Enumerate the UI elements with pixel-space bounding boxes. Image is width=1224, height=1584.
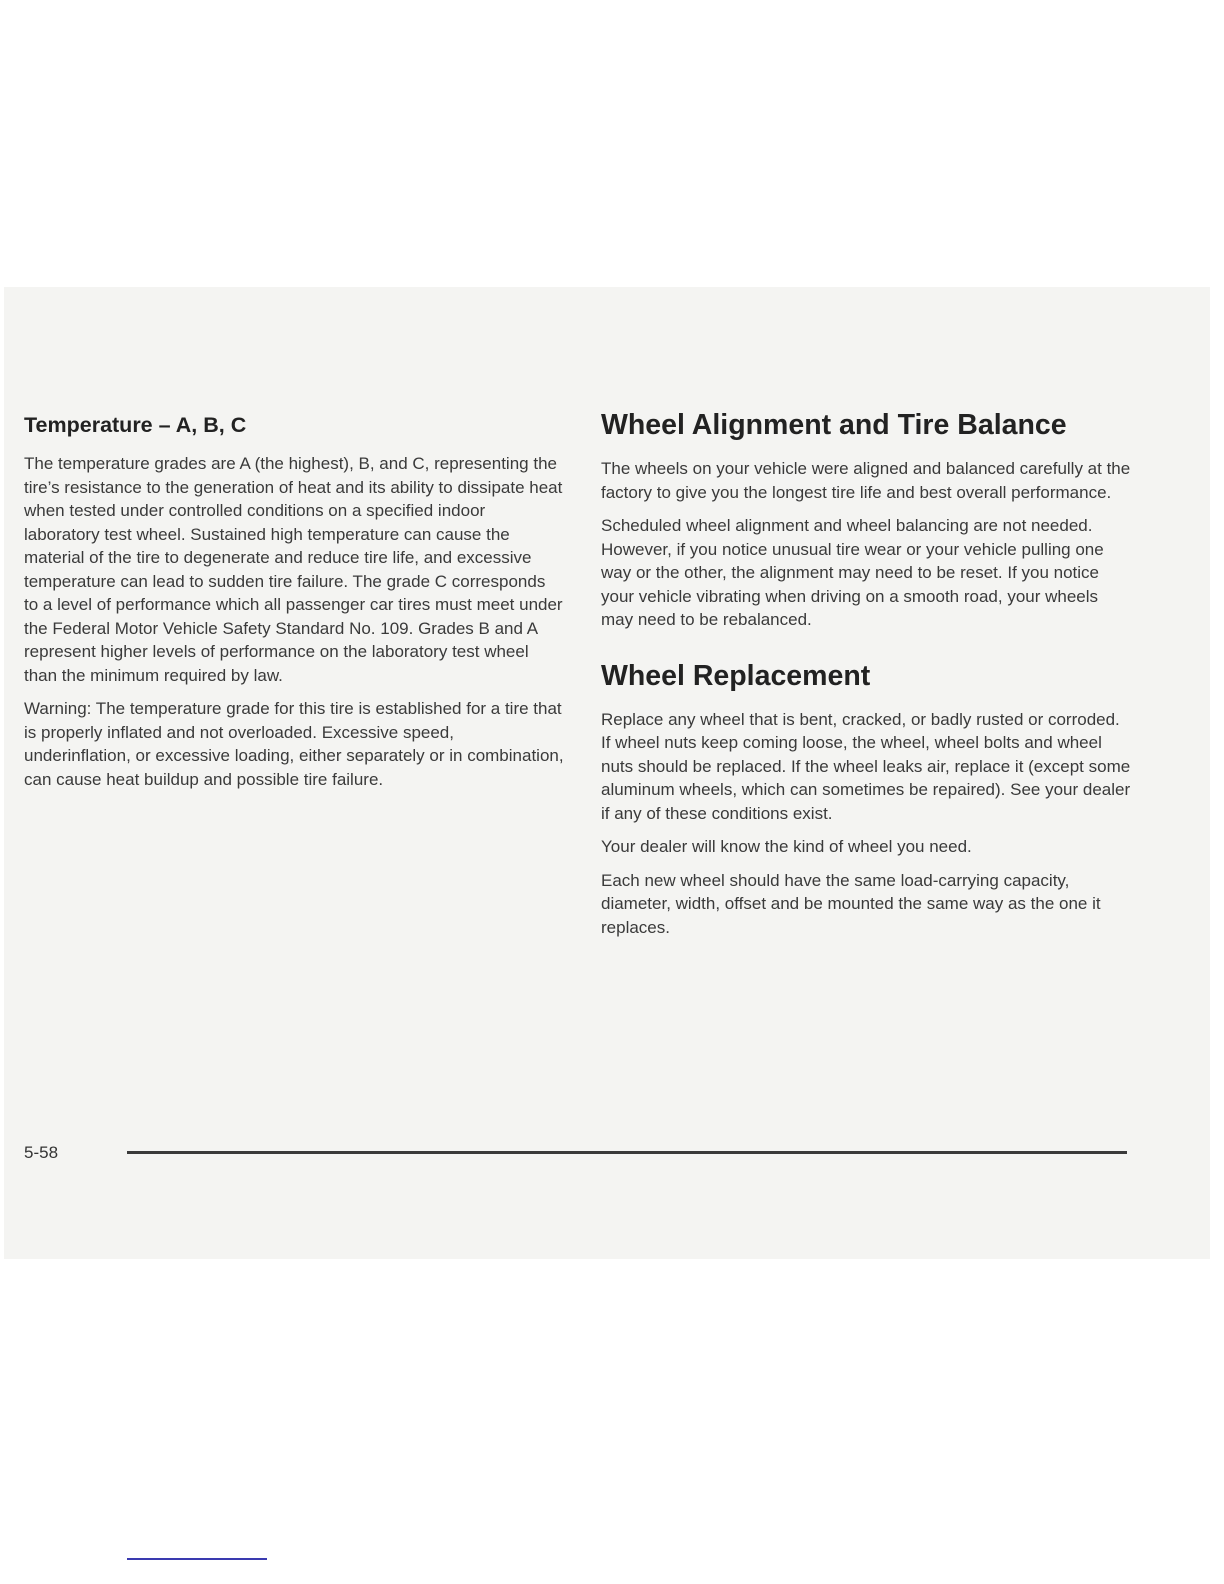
- wheel-alignment-heading: Wheel Alignment and Tire Balance: [601, 409, 1067, 441]
- wheel-replacement-paragraph-2: Your dealer will know the kind of wheel you need.: [601, 837, 972, 856]
- temperature-heading: Temperature – A, B, C: [24, 413, 247, 437]
- temperature-paragraph-1: The temperature grades are A (the highest), B, and C, representing the tire’s resistance to the generation of heat and its ability to dissipate heat when tested under controlled conditions on a specified indoor laboratory test wheel. Sustained high temperature can cause the material of the tire to degenerate and reduce tire life, and excessive temperature can lead to sudden tire failure. The grade C corresponds to a level of performance which all passenger car tires must meet under the Federal Motor Vehicle Safety Standard No. 109. Grades B and A represent higher levels of performance on the laboratory test wheel than the minimum required by law.: [24, 454, 563, 685]
- footer-rule: [127, 1151, 1127, 1154]
- wheel-replacement-heading: Wheel Replacement: [601, 659, 871, 692]
- wheel-alignment-paragraph-2: Scheduled wheel alignment and wheel balancing are not needed. However, if you notice unusual tire wear or your vehicle pulling one way or the other, the alignment may need to be reset. If you notice your vehicle vibrating when driving on a smooth road, your wheels may need to be rebalanced.: [601, 516, 1104, 629]
- right-column: [601, 407, 1131, 949]
- wheel-alignment-paragraph-1: The wheels on your vehicle were aligned and balanced carefully at the factory to give you the longest tire life and best overall performance.: [601, 459, 1131, 502]
- link-underline[interactable]: [127, 1558, 267, 1560]
- temperature-warning-paragraph: Warning: The temperature grade for this tire is established for a tire that is properly inflated and not overloaded. Excessive speed, underinflation, or excessive loading, either separately or in combination, can cause heat buildup and possible tire failure.: [24, 699, 564, 789]
- wheel-replacement-paragraph-3: Each new wheel should have the same load-carrying capacity, diameter, width, offset and be mounted the same way as the one it replaces.: [601, 870, 1101, 937]
- wheel-replacement-paragraph-1: Replace any wheel that is bent, cracked, or badly rusted or corroded. If wheel nuts keep coming loose, the wheel, wheel bolts and wheel nuts should be replaced. If the wheel leaks air, replace it (except some aluminum wheels, which can sometimes be repaired). See your dealer if any of these conditions exist.: [601, 709, 1131, 823]
- page-number: 5-58: [24, 1143, 59, 1162]
- left-column: [24, 412, 564, 801]
